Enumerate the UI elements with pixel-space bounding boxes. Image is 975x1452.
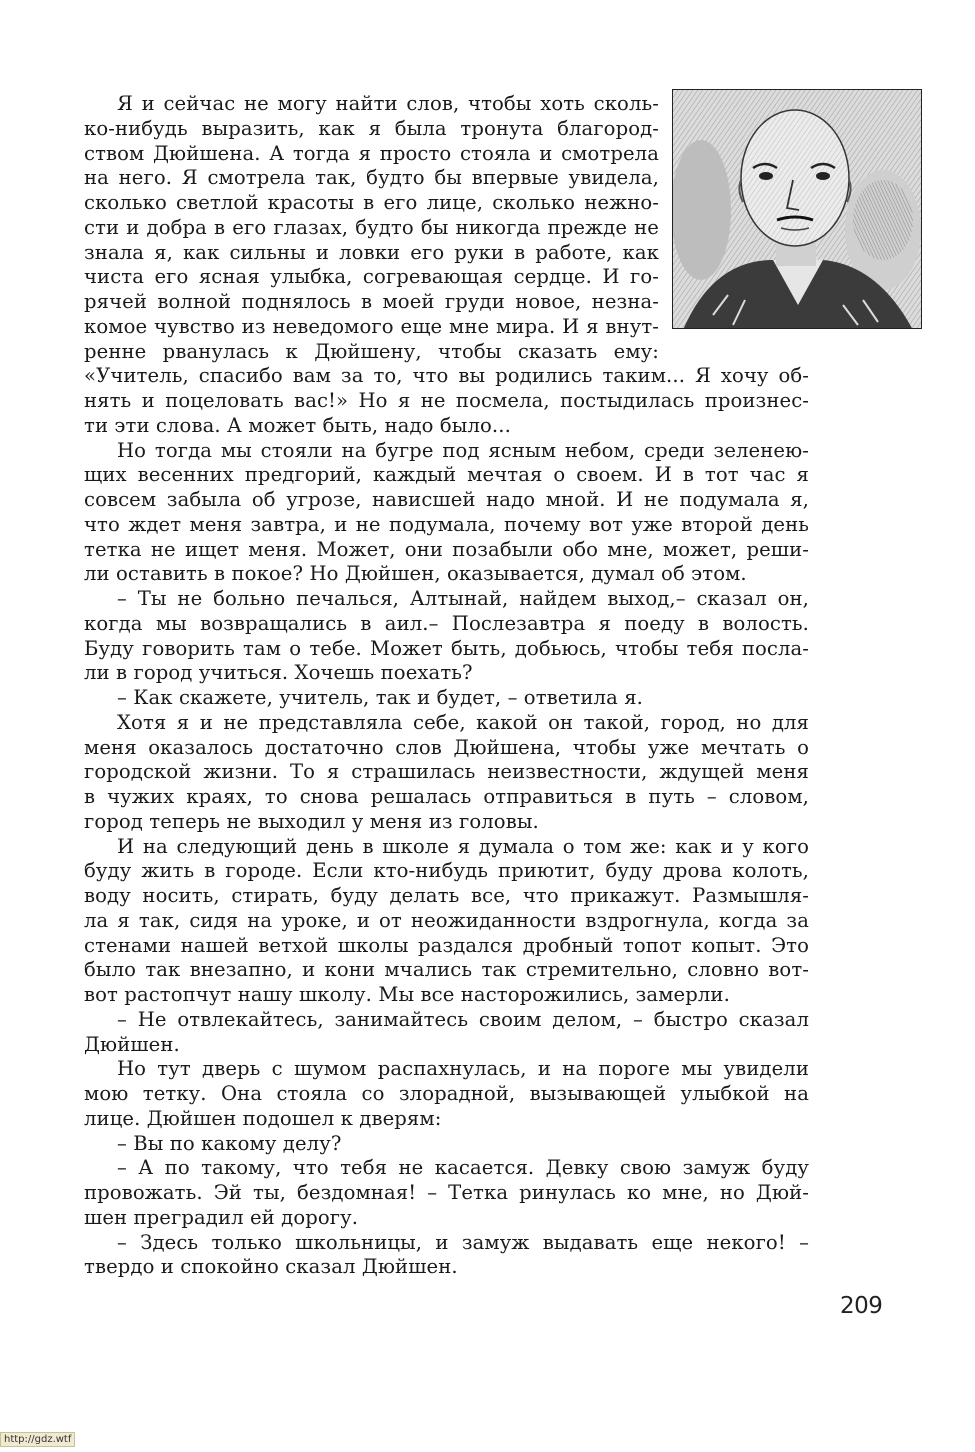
text-line: ко-нибудь выразить, как я была тронута благород- [84,116,659,140]
text-line: буду жить в городе. Если кто-нибудь приютит, буду дрова колоть, [84,859,809,883]
text-line: сколько светлой красоты в его лице, сколько нежно- [84,191,659,214]
text-line: Дюйшен. [84,1032,180,1056]
text-line: ла я так, сидя на уроке, и от неожиданности вздрогнула, когда за [84,908,809,932]
text-line: – Как скажете, учитель, так и будет, – ответила я. [117,686,644,709]
text-line: комое чувство из неведомого еще мне мира. И я внут- [84,314,659,338]
text-line: твердо и спокойно сказал Дюйшен. [84,1255,458,1279]
text-line: стенами нашей ветхой школы раздался дробный топот копыт. Это [84,933,809,957]
text-line: шен преградил ей дорогу. [84,1205,359,1229]
text-line: – Вы по какому делу? [117,1131,342,1155]
text-line: ством Дюйшена. А тогда я просто стояла и смотрела [84,141,659,165]
page-number: 209 [840,1293,883,1319]
text-line: знала я, как сильны и ловки его руки в работе, как [84,240,659,264]
text-line: ли в город учиться. Хочешь поехать? [84,661,473,685]
text-line: вот растопчут нашу школу. Мы все насторожились, замерли. [84,983,730,1006]
text-line: нять и поцеловать вас!» Но я не посмела, постыдилась произнес- [84,389,809,412]
text-line: меня оказалось достаточно слов Дюйшена, чтобы уже мечтать о [84,735,809,759]
text-line: – А по такому, что тебя не касается. Девку свою замуж буду [117,1156,809,1180]
text-line: тетка не ищет меня. Может, они позабыли обо мне, может, реши- [84,537,809,561]
text-line: было так внезапно, и кони мчались так стремительно, словно вот- [84,958,809,982]
text-line: когда мы возвращались в аил.– Послезавтра я поеду в волость. [84,611,809,635]
text-line: – Здесь только школьницы, и замуж выдавать еще некого! – [117,1230,809,1254]
text-line: провожать. Эй ты, бездомная! – Тетка ринулась ко мне, но Дюй- [84,1181,809,1204]
text-line: ти эти слова. А может быть, надо было... [84,413,511,437]
text-line: на него. Я смотрела так, будто бы впервые увидела, [84,166,659,190]
site-watermark-link[interactable]: http://gdz.wtf [0,1432,75,1447]
text-line: чиста его ясная улыбка, согревающая сердце. И го- [84,265,659,289]
text-line: ренне рванулась к Дюйшену, чтобы сказать ему: [84,339,659,363]
text-line: Я и сейчас не могу найти слов, чтобы хоть сколь- [117,92,659,115]
text-line: город теперь не выходил у меня из головы. [84,809,539,833]
page-text [84,92,809,1280]
text-line: – Не отвлекайтесь, занимайтесь своим делом, – быстро сказал [117,1007,809,1031]
text-line: городской жизни. То я страшилась неизвестности, ждущей меня [84,760,809,784]
text-line: Но тогда мы стояли на бугре под ясным небом, среди зеленею- [117,438,809,462]
text-line: – Ты не больно печалься, Алтынай, найдем выход,– сказал он, [117,587,809,610]
text-line: ли оставить в покое? Но Дюйшен, оказывается, думал об этом. [84,562,747,586]
text-line: сти и добра в его глазах, будто бы никогда прежде не [84,215,659,239]
text-line: Хотя я и не представляла себе, какой он такой, город, но для [117,710,809,734]
text-line: мою тетку. Она стояла со злорадной, вызывающей улыбкой на [84,1082,809,1105]
text-line: что ждет меня завтра, и не подумала, почему вот уже второй день [84,512,809,536]
text-line: Буду говорить там о тебе. Может быть, добьюсь, чтобы тебя посла- [84,636,809,660]
text-line: Но тут дверь с шумом распахнулась, и на пороге мы увидели [117,1057,809,1081]
text-line: лице. Дюйшен подошел к дверям: [84,1106,442,1130]
text-line: совсем забыла об угрозе, нависшей надо мной. И не подумала я, [84,488,809,511]
text-line: рячей волной поднялось в моей груди новое, незна- [84,290,659,313]
text-line: в чужих краях, то снова решалась отправиться в путь – словом, [84,785,809,808]
text-line: «Учитель, спасибо вам за то, что вы родились таким... Я хочу об- [84,364,809,388]
text-line: воду носить, стирать, буду делать все, что прикажут. Размышля- [84,884,809,907]
text-line: щих весенних предгорий, каждый мечтая о своем. И в тот час я [84,463,809,487]
text-line: И на следующий день в школе я думала о том же: как и у кого [117,834,809,858]
